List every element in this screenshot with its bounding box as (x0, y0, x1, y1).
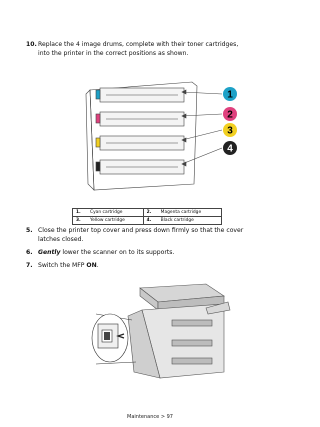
step-text: Close the printer top cover and press down firmly so that the cover latches closed. (38, 227, 244, 243)
table-cell: 3. (73, 217, 88, 225)
callout-badge-3 (223, 123, 237, 137)
step-text-rest: lower the scanner on to its supports. (60, 249, 175, 256)
step-number: 10. (26, 41, 37, 48)
table-cell: 4. (143, 217, 158, 225)
step-number: 6. (26, 249, 33, 256)
callout-badge-4 (223, 141, 237, 155)
svg-text:1: 1 (227, 89, 233, 101)
callout-badge-2 (223, 107, 237, 121)
step-6 (26, 248, 248, 257)
step-text (38, 248, 248, 257)
table-cell: Cyan cartridge (87, 209, 143, 217)
emphasis-text: Gently (38, 249, 61, 256)
page-footer: Maintenance > 97 (127, 414, 173, 420)
table-cell: Magenta cartridge (158, 209, 222, 217)
table-cell: Yellow cartridge (87, 217, 143, 225)
table-cell: 1. (73, 209, 88, 217)
emphasis-text: ON (86, 262, 97, 269)
step-text (38, 261, 248, 270)
step-number: 7. (26, 262, 33, 269)
step-5 (26, 226, 248, 244)
svg-text:3: 3 (227, 125, 233, 137)
step-text: Replace the 4 image drums, complete with their toner cartridges, into the printer in the correct positions as shown. (38, 41, 239, 57)
table-cell: 2. (143, 209, 158, 217)
image-drum-illustration (82, 72, 252, 197)
step-text-lead: Switch the MFP (38, 262, 87, 269)
callout-badge-1 (223, 87, 237, 101)
cartridge-legend-table (72, 208, 222, 225)
svg-text:4: 4 (227, 143, 233, 155)
table-cell: Black cartridge (158, 217, 222, 225)
table-row (73, 209, 222, 217)
printer-illustration (88, 280, 238, 400)
step-text-trail: . (96, 262, 99, 269)
step-10 (26, 40, 248, 58)
step-number: 5. (26, 227, 33, 234)
svg-text:2: 2 (227, 109, 233, 121)
step-7 (26, 261, 248, 270)
table-row (73, 217, 222, 225)
